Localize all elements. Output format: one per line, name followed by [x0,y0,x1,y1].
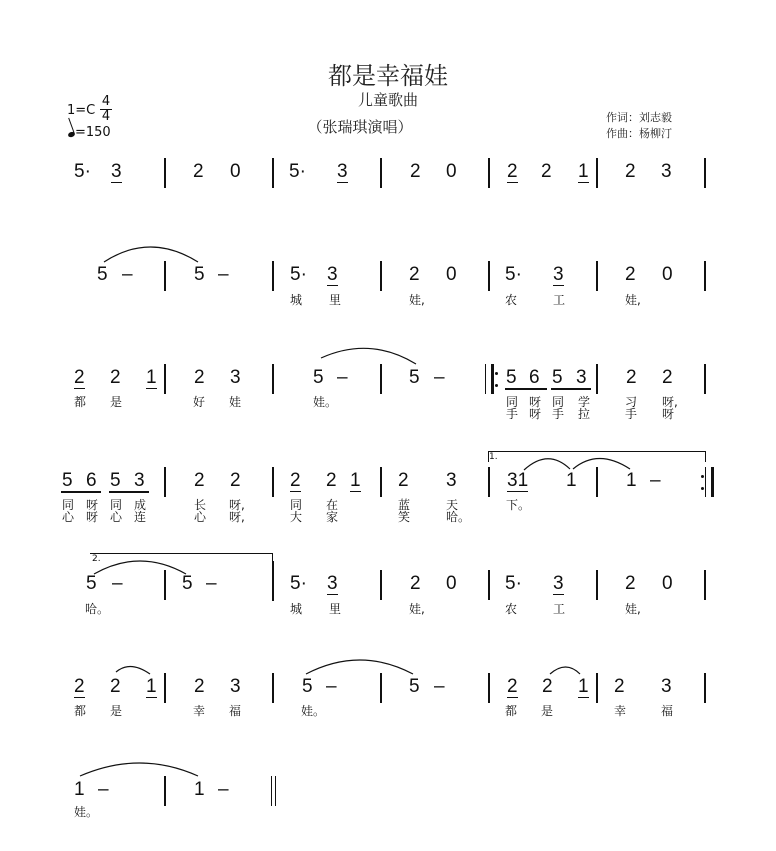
lyric: 长 [194,498,207,512]
note: 2 [110,676,121,697]
note: 2 [626,367,637,388]
note: 6 [86,470,97,491]
bar-line [380,570,382,600]
lyricist: 作词：刘志毅 [606,111,672,124]
lyric: 幸 [193,704,206,718]
bar-line [272,561,274,601]
lyric-verse2: 呀 [662,407,675,421]
bar-line [272,673,274,703]
bar-line [164,261,166,291]
repeat-dot [495,372,498,375]
note: 2 [614,676,625,697]
note: 1 [578,161,589,182]
note: 2 [290,470,301,491]
lyric-verse2: 呀, [229,510,245,524]
lyric: 娃, [409,293,425,307]
note: 5· [290,573,307,594]
bar-line [380,364,382,394]
key-signature: 1=C [67,103,96,118]
note: 3 [661,676,672,697]
lyric: 同 [62,498,75,512]
lyric: 城 [290,602,303,616]
repeat-dot [701,487,704,490]
lyric: 是 [110,395,123,409]
lyric: 是 [541,704,554,718]
note: – [218,264,229,285]
lyric: 农 [505,602,518,616]
lyric: 蓝 [398,498,411,512]
note: 2 [398,470,409,491]
note: 2 [74,367,85,388]
lyric: 同 [110,498,123,512]
note: 2 [410,161,421,182]
beam [61,491,101,493]
note: 2 [409,264,420,285]
note: 5 [409,367,420,388]
note: 2 [326,470,337,491]
beam [551,388,591,390]
note: – [112,573,123,594]
note: 3 [327,573,338,594]
note: 0 [446,264,457,285]
note: 0 [662,264,673,285]
note: 5 [182,573,193,594]
bar-line [596,570,598,600]
lyric: 呀 [529,395,542,409]
bar-line [596,467,598,497]
note: 3 [661,161,672,182]
note: 2 [194,470,205,491]
note: 0 [230,161,241,182]
lyric: 同 [506,395,519,409]
note: 2 [541,161,552,182]
bar-line [596,158,598,188]
note: 3 [230,676,241,697]
first-ending-label: 1. [489,452,498,462]
note: 3 [446,470,457,491]
note: 1 [146,367,157,388]
lyric: 成 [134,498,147,512]
bar-line [488,261,490,291]
bar-line [488,673,490,703]
lyric: 娃, [625,602,641,616]
lyric-verse2: 心 [110,510,123,524]
note: 5· [289,161,306,182]
note: 5· [74,161,91,182]
lyric: 里 [329,602,342,616]
note: 3 [134,470,145,491]
lyric: 工 [553,602,566,616]
lyric: 里 [329,293,342,307]
note: 1 [566,470,577,491]
note: 3 [553,264,564,285]
note: 3 [111,161,122,182]
composer: 作曲：杨柳汀 [606,127,672,140]
note: – [434,367,445,388]
lyric-verse2: 心 [194,510,207,524]
note: 2 [625,573,636,594]
note: 5 [62,470,73,491]
lyric: 都 [505,704,518,718]
lyric-verse2: 手 [625,407,638,421]
lyric: 福 [229,704,242,718]
note: – [98,779,109,800]
lyric: 呀, [229,498,245,512]
lyric: 哈。 [85,602,110,616]
bar-line [164,364,166,394]
bar-line [272,364,274,394]
bar-line [164,673,166,703]
note: 1 [194,779,205,800]
lyric-verse2: 拉 [578,407,591,421]
note: – [206,573,217,594]
lyric: 福 [661,704,674,718]
repeat-dot [701,475,704,478]
note: 5 [409,676,420,697]
song-title: 都是幸福娃 [328,62,448,90]
lyric: 城 [290,293,303,307]
bar-line [596,364,598,394]
lyric: 娃, [625,293,641,307]
lyric-verse2: 心 [62,510,75,524]
note: 2 [194,676,205,697]
note: – [326,676,337,697]
final-bar-line [271,776,276,806]
lyric: 同 [552,395,565,409]
lyric: 娃, [409,602,425,616]
lyric-verse2: 手 [552,407,565,421]
lyric: 都 [74,704,87,718]
note: 2 [74,676,85,697]
lyric: 习 [625,395,638,409]
lyric: 好 [193,395,206,409]
repeat-dot [495,384,498,387]
lyric: 天 [446,498,459,512]
beam [109,491,149,493]
lyric-verse2: 手 [506,407,519,421]
beam [505,388,547,390]
lyric: 农 [505,293,518,307]
lyric-verse2: 连 [134,510,147,524]
lyric: 呀, [662,395,678,409]
bar-line [272,158,274,188]
bar-line [164,776,166,806]
note: 6 [529,367,540,388]
second-ending-label: 2. [92,554,101,564]
note: 5 [552,367,563,388]
lyric: 都 [74,395,87,409]
note: 2 [193,161,204,182]
lyric: 娃。 [74,805,99,819]
bar-line [704,364,706,394]
bar-line [704,158,706,188]
note: 2 [507,676,518,697]
time-signature [100,95,112,124]
lyric-verse2: 哈。 [446,510,471,524]
note: 2 [625,264,636,285]
tempo-value: =150 [75,125,111,140]
lyric: 在 [326,498,339,512]
first-ending-bracket [488,451,706,462]
bar-line [272,467,274,497]
lyric: 学 [578,395,591,409]
note: 0 [662,573,673,594]
note: 1 [626,470,637,491]
note: 2 [625,161,636,182]
note: 0 [446,161,457,182]
note: 5· [505,573,522,594]
time-sig-top: 4 [101,94,111,109]
note: – [337,367,348,388]
second-ending-bracket [90,553,273,564]
performer: （张瑞琪演唱） [307,118,413,136]
lyric: 娃。 [301,704,326,718]
bar-line [488,158,490,188]
note: 5 [110,470,121,491]
note: 2 [194,367,205,388]
note: 5· [290,264,307,285]
lyric-verse2: 笑 [398,510,411,524]
lyric: 娃 [229,395,242,409]
note: 1 [74,779,85,800]
bar-line [488,570,490,600]
bar-line [704,673,706,703]
bar-line [380,467,382,497]
note: 3 [576,367,587,388]
note: 5 [194,264,205,285]
note: 5 [302,676,313,697]
note: 1 [350,470,361,491]
repeat-start-bar [485,364,494,394]
lyric: 是 [110,704,123,718]
note: – [122,264,133,285]
note: 3 [327,264,338,285]
repeat-end-bar [705,467,714,497]
bar-line [488,467,490,497]
note: – [218,779,229,800]
lyric-verse2: 大 [290,510,303,524]
tempo-marking [68,125,111,140]
bar-line [164,158,166,188]
note: 2 [410,573,421,594]
song-genre: 儿童歌曲 [357,91,418,109]
note: 2 [110,367,121,388]
lyric: 下。 [506,498,531,512]
bar-line [164,570,166,600]
bar-line [704,261,706,291]
note: 1 [146,676,157,697]
note: 5 [506,367,517,388]
note: 5· [505,264,522,285]
note: 3 [337,161,348,182]
bar-line [380,261,382,291]
bar-line [164,467,166,497]
note: 1 [578,676,589,697]
note: 5 [86,573,97,594]
lyric-verse2: 呀 [86,510,99,524]
note: 0 [446,573,457,594]
bar-line [272,261,274,291]
note: 31 [507,470,529,491]
bar-line [380,158,382,188]
note: 3 [553,573,564,594]
note: – [434,676,445,697]
note: 3 [230,367,241,388]
lyric: 幸 [614,704,627,718]
bar-line [596,673,598,703]
lyric: 呀 [86,498,99,512]
note: 5 [97,264,108,285]
lyric-verse2: 家 [326,510,339,524]
lyric-verse2: 呀 [529,407,542,421]
note: 2 [662,367,673,388]
time-sig-bottom: 4 [101,109,111,124]
note: 2 [542,676,553,697]
note: 2 [507,161,518,182]
lyric: 工 [553,293,566,307]
note: 2 [230,470,241,491]
note: – [650,470,661,491]
bar-line [704,570,706,600]
lyric: 娃。 [313,395,338,409]
lyric: 同 [290,498,303,512]
note: 5 [313,367,324,388]
bar-line [380,673,382,703]
bar-line [596,261,598,291]
